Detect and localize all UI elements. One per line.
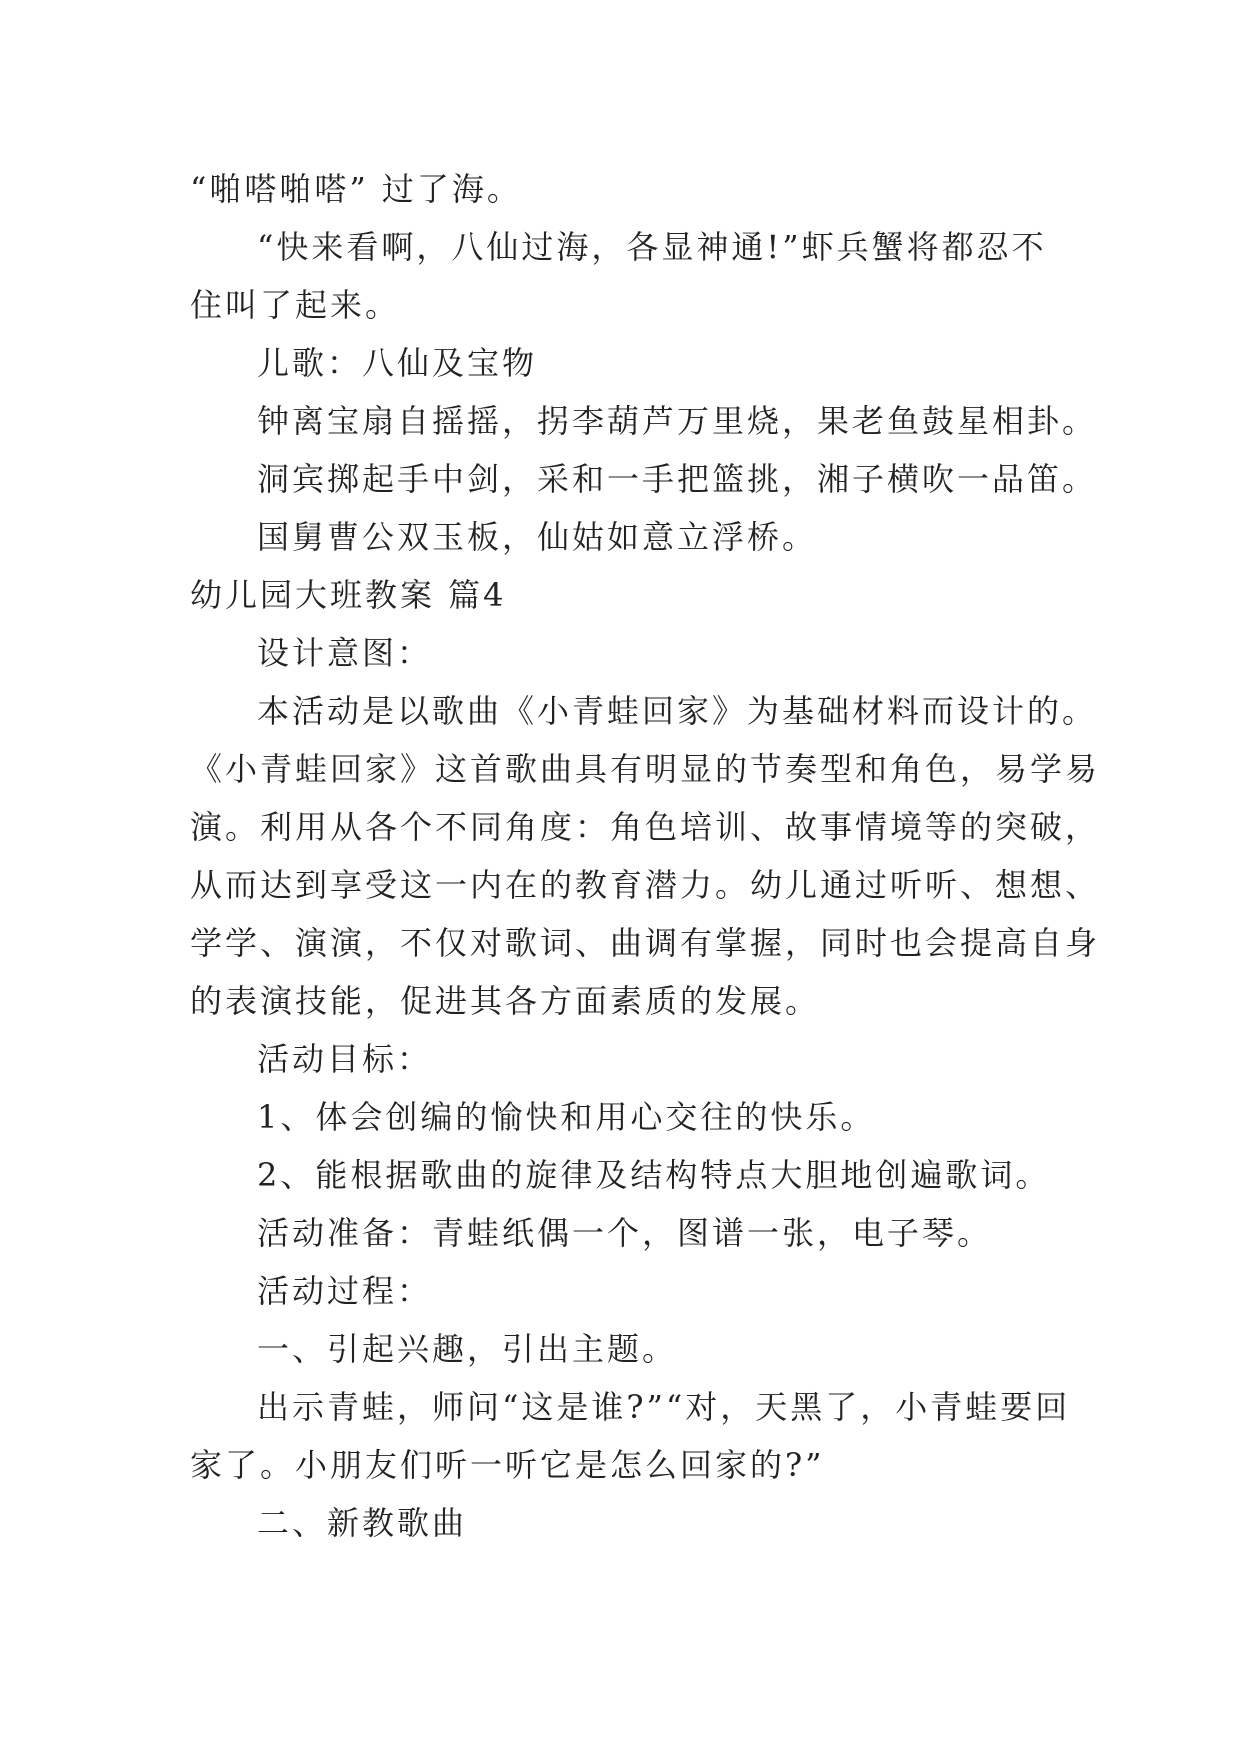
text-line: 儿歌：八仙及宝物 <box>257 344 538 382</box>
text-line: 《小青蛙回家》这首歌曲具有明显的节奏型和角色，易学易 <box>190 750 1101 788</box>
text-line: 活动目标： <box>257 1040 433 1078</box>
text-line: 本活动是以歌曲《小青蛙回家》为基础材料而设计的。 <box>257 692 1098 730</box>
text-line: 出示青蛙，师问“这是谁?”“对，天黑了，小青蛙要回 <box>257 1388 1071 1426</box>
text-line: 住叫了起来。 <box>190 286 401 324</box>
text-line: 国舅曹公双玉板，仙姑如意立浮桥。 <box>257 518 818 556</box>
text-line: 一、引起兴趣，引出主题。 <box>257 1330 678 1368</box>
text-line: 设计意图： <box>257 634 433 672</box>
text-line: 二、新教歌曲 <box>257 1504 468 1542</box>
text-line: 活动准备：青蛙纸偶一个，图谱一张，电子琴。 <box>257 1214 993 1252</box>
text-line: 的表演技能，促进其各方面素质的发展。 <box>190 982 821 1020</box>
text-line: 钟离宝扇自摇摇，拐李葫芦万里烧，果老鱼鼓星相卦。 <box>257 402 1098 440</box>
text-line: “啪嗒啪嗒” 过了海。 <box>190 170 522 208</box>
text-line: 2、能根据歌曲的旋律及结构特点大胆地创遍歌词。 <box>257 1156 1051 1194</box>
text-line: “快来看啊，八仙过海，各显神通!”虾兵蟹将都忍不 <box>257 228 1047 266</box>
section-heading: 幼儿园大班教案 篇4 <box>190 576 507 614</box>
text-line: 家了。小朋友们听一听它是怎么回家的?” <box>190 1446 825 1484</box>
text-line: 洞宾掷起手中剑，采和一手把篮挑，湘子横吹一品笛。 <box>257 460 1098 498</box>
document-body <box>190 160 1101 1552</box>
text-line: 学学、演演，不仅对歌词、曲调有掌握，同时也会提高自身 <box>190 924 1101 962</box>
text-line: 演。利用从各个不同角度：角色培训、故事情境等的突破， <box>190 808 1101 846</box>
text-line: 活动过程： <box>257 1272 433 1310</box>
text-line: 从而达到享受这一内在的教育潜力。幼儿通过听听、想想、 <box>190 866 1101 904</box>
text-line: 1、体会创编的愉快和用心交往的快乐。 <box>257 1098 876 1136</box>
